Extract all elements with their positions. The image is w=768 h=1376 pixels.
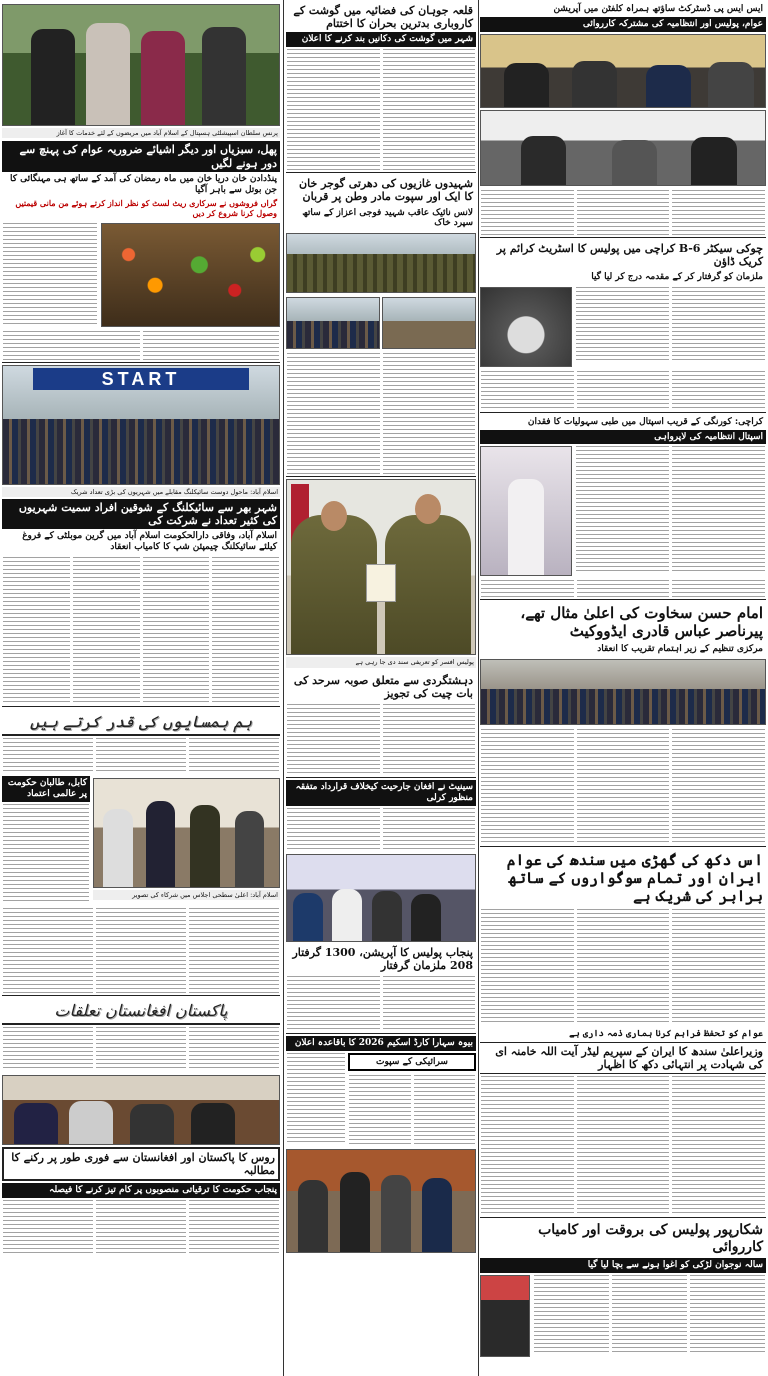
operation-text: [286, 974, 476, 1034]
boxed-headline: سرائیکی کے سپوت: [348, 1053, 476, 1071]
clifton-text: [480, 188, 766, 238]
veg-headline: پھل، سبزیاں اور دیگر اشیائے ضروریہ عوام کی پہنچ سے دور ہونے لگیں: [2, 141, 280, 171]
police-award-photo: [286, 479, 476, 655]
relations-text: [2, 1025, 280, 1073]
start-banner: START: [33, 368, 249, 390]
conference-photo: [2, 1075, 280, 1145]
terror-headline: دہشتگردی سے متعلق صوبہ سرحد کی بات چیت کی تجویز: [293, 673, 473, 700]
cycling-subheadline: اسلام آباد، وفاقی دارالحکومت اسلام آباد میں گرین موبلٹی کے فروغ کیلئے سائیکلنگ چیمپئن شپ کا کامیاب انعقاد: [22, 531, 277, 553]
kabul-article-text: [2, 906, 280, 996]
leader-meeting-photo: [286, 854, 476, 942]
clifton-subheadline: عوام، پولیس اور انتظامیہ کی مشترکہ کارروائی: [480, 17, 766, 32]
russia-text: [2, 1198, 280, 1258]
meat-headline: قلعہ جوہان کی فضائیہ میں گوشت کے کاروباری بدترین بحران کا اختتام: [293, 4, 473, 31]
funeral-photo-2: [286, 297, 380, 349]
clifton-headline: ایس ایس پی ڈسٹرکٹ ساؤتھ ہمراہ کلفٹن میں آپریشن: [553, 4, 763, 14]
shikarpur-text: [533, 1273, 766, 1355]
hospital-text: [575, 444, 766, 574]
middle-column: [286, 2, 476, 1374]
column-rule: [283, 0, 284, 1376]
operation-headline: پنجاب پولیس کا آپریشن، 1300 گرفتار 208 ملزمان گرفتار: [292, 945, 473, 972]
market-photo: [480, 34, 766, 108]
group-photo: [286, 1149, 476, 1253]
cycling-caption: اسلام آباد: ماحول دوست سائیکلنگ مقابلے میں شہریوں کی بڑی تعداد شریک: [2, 487, 280, 497]
cm-sindh-text: [480, 1074, 766, 1218]
shikarpur-photo: [480, 1275, 530, 1357]
imam-hassan-subheadline: مرکزی تنظیم کے زیر اہتمام تقریب کا انعقاد: [597, 644, 763, 655]
martyr-text: [286, 351, 476, 477]
shop-photo: [480, 110, 766, 186]
meat-text: [286, 47, 476, 173]
crime-scene-photo: [480, 287, 572, 367]
widow-text-a: [286, 1051, 346, 1147]
hospital-patient-photo: [480, 446, 572, 576]
sindh-grief-text: [480, 907, 766, 1027]
martyr-subheadline: لانس نائیک عاقب شہید فوجی اعزاز کے ساتھ سپرد خاک: [302, 207, 473, 229]
senate-headline: سینیٹ نے افغان جارحیت کیخلاف قرارداد متفقہ منظور کرلی: [286, 780, 476, 806]
left-column: [2, 2, 280, 1374]
cycling-article-text: [2, 555, 280, 707]
veg-article-text: [2, 329, 280, 363]
shikarpur-headline: شکارپور پولیس کی بروقت اور کامیاب کارروائی: [538, 1222, 763, 1256]
hospital-photo: [2, 4, 280, 126]
widow-card-headline: بیوہ سہارا کارڈ اسکیم 2026 کا باقاعدہ اعلان: [286, 1036, 476, 1051]
hospital-subheadline: اسپتال انتظامیہ کی لاپرواہی: [480, 430, 766, 445]
meat-subheadline: شہر میں گوشت کی دکانیں بند کرنے کا اعلان: [286, 32, 476, 47]
cm-sindh-headline: وزیراعلیٰ سندھ کا ایران کے سپریم لیڈر آیت اللہ خامنہ ای کی شہادت پر انتہائی دکھ کا اظہار: [480, 1042, 766, 1074]
police-caption: پولیس افسر کو تعریفی سند دی جا رہی ہے: [286, 657, 476, 667]
neighbours-text: [2, 736, 280, 776]
sector-text-b: [480, 369, 766, 413]
sindh-grief-headline: اس دکھ کی گھڑی میں سندھ کی عوام ایران اور تمام سوگواروں کے ساتھ برابر کی شریک ہے: [506, 851, 763, 906]
meeting-photo: [93, 778, 280, 888]
funeral-photo-1: [286, 233, 476, 293]
hospital-caption: پرنس سلطان اسپیشلٹی ہسپتال کے اسلام آباد میں مریضوں کے لئے خدمات کا آغاز: [2, 128, 280, 138]
widow-text-b: [348, 1073, 476, 1147]
shikarpur-subheadline: سالہ نوجوان لڑکی کو اغوا ہونے سے بچا لیا گیا: [480, 1258, 766, 1273]
column-rule: [478, 0, 479, 1376]
sindh-grief-subheadline: عوام کو تحفظ فراہم کرنا ہماری ذمہ داری ہے: [569, 1029, 763, 1040]
right-column: [480, 2, 766, 1374]
sector-text-a: [575, 285, 766, 365]
senate-text: [286, 806, 476, 852]
kabul-text: [2, 802, 90, 906]
terror-text: [286, 702, 476, 778]
russia-headline: روس کا پاکستان اور افغانستان سے فوری طور پر رکنے کا مطالبہ: [2, 1147, 280, 1181]
hospital-headline: کراچی: کورنگی کے قریب اسپتال میں طبی سہولیات کا فقدان: [527, 416, 763, 427]
imam-hassan-headline: امام حسن سخاوت کی اعلیٰ مثال تھے، پیرناصر عباس قادری ایڈووکیٹ: [520, 604, 763, 641]
sector-subheadline: ملزمان کو گرفتار کر کے مقدمہ درج کر لیا گیا: [591, 271, 763, 282]
calligraphy-headline-2: پاکستان افغانستان تعلقات: [2, 998, 280, 1025]
cycling-headline: شہر بھر سے سائیکلنگ کے شوقین افراد سمیت شہریوں کی کثیر تعداد نے شرکت کی: [2, 499, 280, 529]
meeting-caption: اسلام آباد: اعلیٰ سطحی اجلاس میں شرکاء کی تصویر: [93, 890, 280, 900]
event-photo: [480, 659, 766, 725]
kabul-subheadline: کابل، طالبان حکومت پر عالمی اعتماد: [2, 776, 90, 802]
funeral-photo-3: [382, 297, 476, 349]
hospital-text-b: [480, 578, 766, 600]
veg-market-photo: [101, 223, 280, 327]
veg-subheadline: پنڈدادن خان دریا خان میں ماہ رمضان کی آمد کے ساتھ ہی مہنگائی کا جن بوتل سے باہر آگیا: [10, 173, 277, 195]
veg-deck: گراں فروشوں نے سرکاری ریٹ لسٹ کو نظر انداز کرتے ہوئے من مانی قیمتیں وصول کرنا شروع کر دیں: [15, 198, 277, 218]
calligraphy-headline-1: ہم ہمسایوں کی قدر کرتے ہیں: [2, 709, 280, 736]
veg-text: [2, 221, 98, 329]
sector-headline: چوکی سیکٹر 6-B کراچی میں پولیس کا اسٹریٹ کرائم پر کریک ڈاؤن: [496, 241, 763, 268]
punjab-subheadline: پنجاب حکومت کا ترقیاتی منصوبوں پر کام تیز کرنے کا فیصلہ: [2, 1183, 280, 1198]
imam-hassan-text: [480, 727, 766, 847]
cycling-photo: [2, 365, 280, 485]
martyr-headline: شہیدوں غازیوں کی دھرتی گوجر خان کا ایک اور سپوت مادر وطن پر قربان: [299, 177, 473, 204]
